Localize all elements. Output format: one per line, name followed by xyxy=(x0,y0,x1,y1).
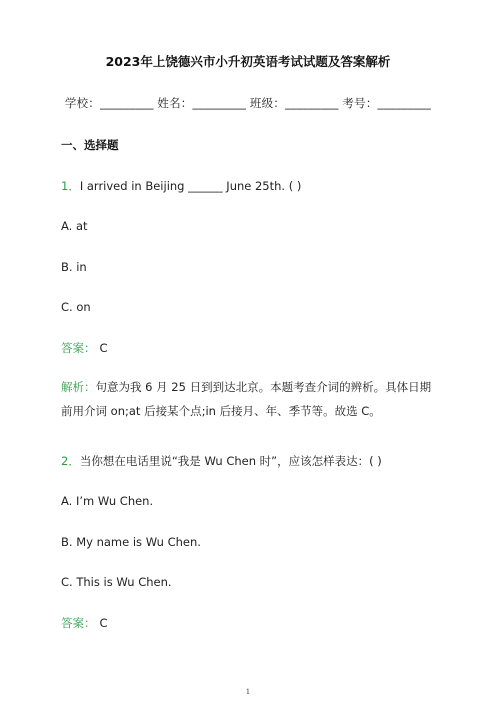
question-2-option-c: C. This is Wu Chen. xyxy=(61,575,172,589)
question-2-option-b: B. My name is Wu Chen. xyxy=(61,535,201,549)
question-1-answer xyxy=(61,340,108,356)
explanation-label: 解析： xyxy=(61,380,96,394)
section-title: 一、选择题 xyxy=(61,138,119,152)
question-1-text: I arrived in Beijing ______ June 25th. ( ) xyxy=(79,179,302,193)
question-1-number: 1． xyxy=(61,179,80,193)
question-2-answer xyxy=(61,615,108,631)
question-1 xyxy=(61,178,301,194)
answer-label: 答案： xyxy=(61,341,96,355)
question-1-option-b: B. in xyxy=(61,260,87,274)
question-1-explanation xyxy=(61,375,437,423)
answer-label: 答案： xyxy=(61,616,96,630)
question-2-text: 当你想在电话里说“我是 Wu Chen 时”，应该怎样表达：( ) xyxy=(79,454,382,468)
answer-value: C xyxy=(99,341,108,355)
question-2-option-a: A. I’m Wu Chen. xyxy=(61,494,154,508)
question-2-number: 2． xyxy=(61,454,80,468)
question-1-option-a: A. at xyxy=(61,219,88,233)
question-1-option-c: C. on xyxy=(61,300,91,314)
question-2 xyxy=(61,453,382,469)
page-number: 1 xyxy=(245,688,251,696)
answer-value: C xyxy=(99,616,108,630)
student-info-line: 学校：_________ 姓名：_________ 班级：_________ 考号：_________ xyxy=(64,96,432,110)
document-title: 2023年上饶德兴市小升初英语考试试题及答案解析 xyxy=(105,54,391,69)
explanation-text: 句意为我 6 月 25 日到到达北京。本题考查介词的辨析。具体日期前用介词 on;at 后接某个点;in 后接月、年、季节等。故选 C。 xyxy=(61,380,432,418)
